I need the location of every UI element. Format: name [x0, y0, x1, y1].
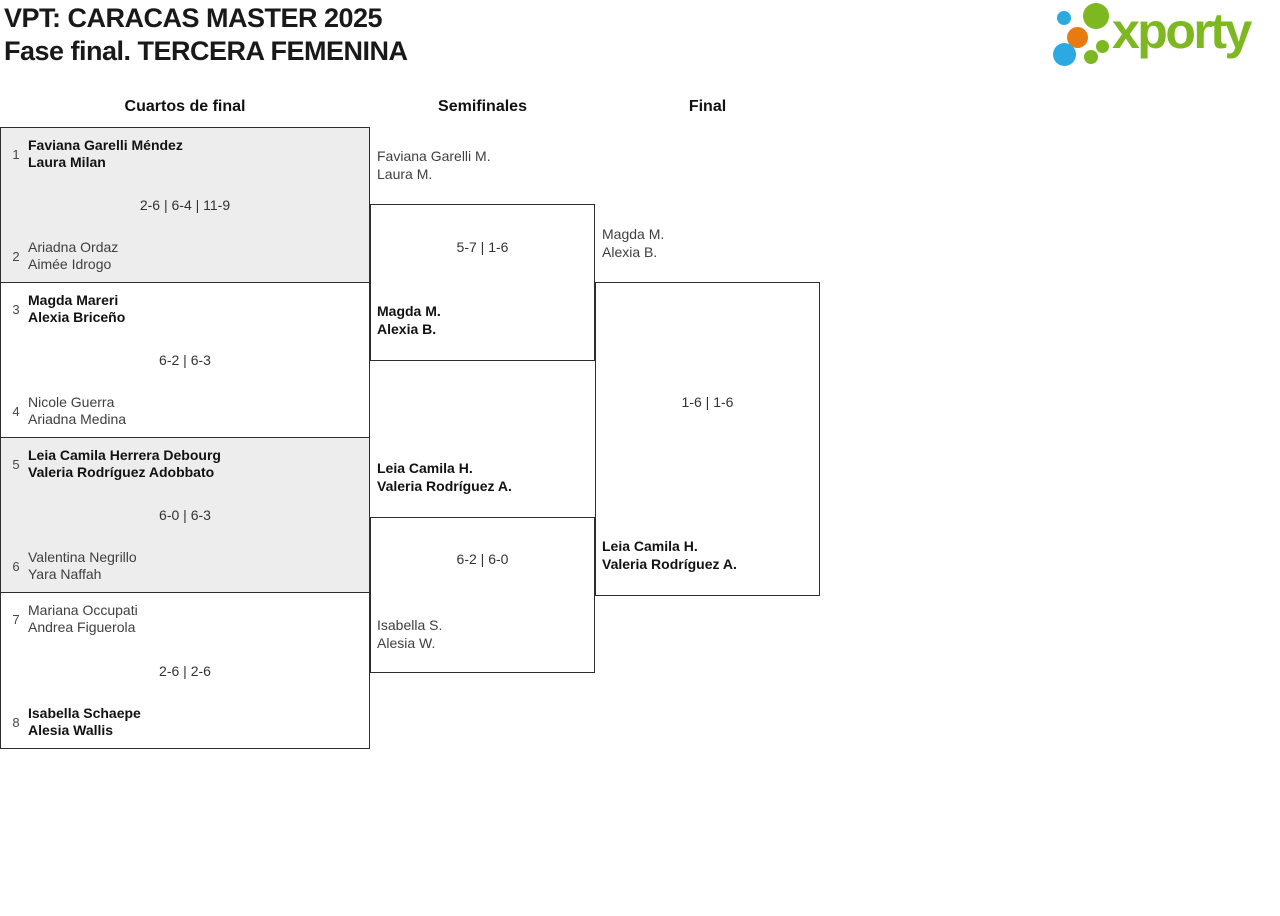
player-name: Magda M.: [602, 226, 665, 242]
semifinal-2-team-bottom: [377, 616, 442, 652]
quarterfinal-match-4[interactable]: [0, 592, 370, 749]
player-name: Alesia Wallis: [28, 722, 114, 738]
player-name: Isabella Schaepe: [28, 705, 141, 721]
logo-dot-icon: [1084, 50, 1098, 64]
seed-number: 3: [12, 301, 20, 317]
seed-number: 1: [12, 146, 20, 162]
team-names: [24, 705, 141, 739]
seed-number: 8: [12, 714, 20, 730]
seed-number: 5: [12, 456, 20, 472]
seed-number: 2: [12, 248, 20, 264]
team-names: [24, 447, 221, 481]
semifinal-1-team-bottom: [377, 302, 441, 338]
quarterfinal-match-3[interactable]: [0, 437, 370, 593]
round-header-final: Final: [688, 98, 727, 115]
player-name: Alexia B.: [377, 321, 437, 337]
player-name: Isabella S.: [377, 617, 443, 633]
xporty-wordmark: xporty: [1112, 3, 1250, 59]
match-score: 6-2 | 6-3: [159, 352, 211, 368]
team-names: [24, 394, 126, 428]
player-name: Magda M.: [377, 303, 441, 319]
player-name: Valeria Rodríguez Adobbato: [28, 464, 215, 480]
match-team-bottom: [8, 394, 126, 428]
seed-number: 7: [12, 611, 20, 627]
player-name: Valeria Rodríguez A.: [377, 478, 512, 494]
page-title: [4, 2, 408, 68]
quarterfinal-match-1[interactable]: [0, 127, 370, 283]
player-name: Faviana Garelli M.: [377, 148, 491, 164]
team-names: [24, 292, 125, 326]
player-name: Faviana Garelli Méndez: [28, 137, 183, 153]
player-name: Nicole Guerra: [28, 394, 115, 410]
match-team-top: [8, 602, 138, 636]
player-name: Leia Camila H.: [377, 460, 473, 476]
match-score: 6-0 | 6-3: [159, 507, 211, 523]
logo-dot-icon: [1057, 11, 1071, 25]
player-name: Valentina Negrillo: [28, 549, 137, 565]
semifinal-1-team-top: [377, 147, 491, 183]
player-name: Yara Naffah: [28, 566, 102, 582]
match-score: 6-2 | 6-0: [456, 551, 509, 567]
seed-number: 4: [12, 403, 20, 419]
logo-dot-icon: [1083, 3, 1109, 29]
match-team-top: [8, 137, 183, 171]
logo-dot-icon: [1053, 43, 1076, 66]
tournament-title: VPT: CARACAS MASTER 2025: [4, 3, 383, 33]
logo-dot-icon: [1096, 40, 1109, 53]
match-team-top: [8, 447, 221, 481]
phase-title: Fase final. TERCERA FEMENINA: [4, 36, 408, 66]
player-name: Andrea Figuerola: [28, 619, 136, 635]
final-team-top: [602, 225, 664, 261]
final-team-bottom: [602, 537, 737, 573]
team-names: [24, 239, 118, 273]
match-team-bottom: [8, 705, 141, 739]
player-name: Laura Milan: [28, 154, 106, 170]
player-name: Ariadna Ordaz: [28, 239, 119, 255]
match-score: 2-6 | 6-4 | 11-9: [139, 197, 231, 213]
player-name: Alexia Briceño: [28, 309, 126, 325]
team-names: [24, 137, 183, 171]
player-name: Leia Camila Herrera Debourg: [28, 447, 221, 463]
player-name: Magda Mareri: [28, 292, 119, 308]
match-team-bottom: [8, 549, 137, 583]
xporty-logo[interactable]: [1050, 0, 1276, 75]
quarterfinal-match-2[interactable]: [0, 282, 370, 438]
player-name: Ariadna Medina: [28, 411, 127, 427]
match-score: 2-6 | 2-6: [159, 662, 211, 679]
player-name: Leia Camila H.: [602, 538, 698, 554]
team-names: [24, 602, 138, 636]
semifinal-2-team-top: [377, 459, 512, 495]
round-header-semifinals: Semifinales: [438, 98, 527, 115]
match-score: 1-6 | 1-6: [681, 394, 734, 410]
round-header-quarterfinals: Cuartos de final: [124, 98, 246, 115]
player-name: Alesia W.: [377, 635, 436, 651]
player-name: Alexia B.: [602, 244, 658, 260]
player-name: Laura M.: [377, 166, 433, 182]
match-team-top: [8, 292, 125, 326]
match-score: 5-7 | 1-6: [456, 239, 509, 255]
seed-number: 6: [12, 558, 20, 574]
team-names: [24, 549, 137, 583]
player-name: Valeria Rodríguez A.: [602, 556, 737, 572]
player-name: Aimée Idrogo: [28, 256, 112, 272]
match-team-bottom: [8, 239, 118, 273]
player-name: Mariana Occupati: [28, 602, 138, 618]
